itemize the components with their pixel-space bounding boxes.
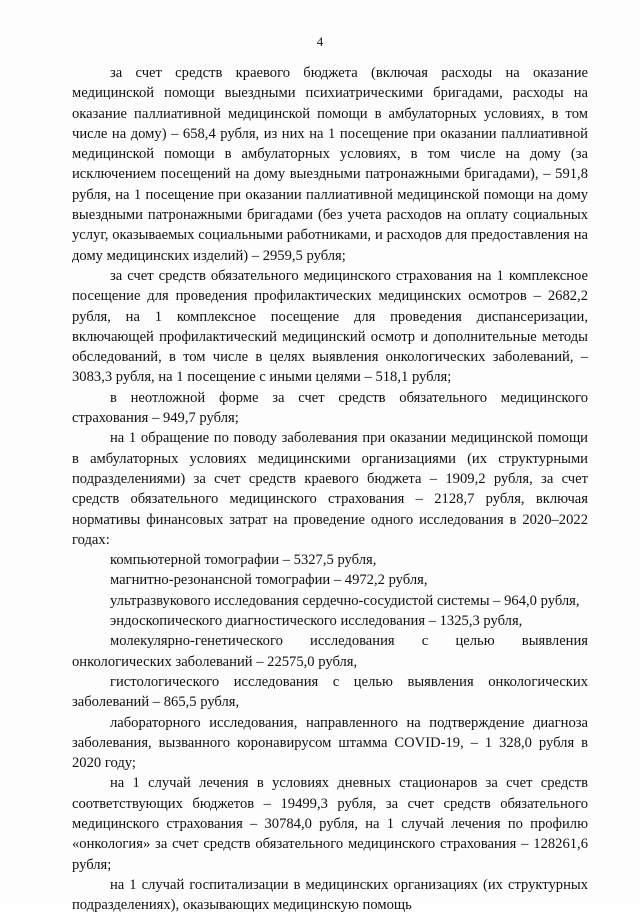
list-item-histology: гистологического исследования с целью выявления онкологических заболеваний – 865,5 рубля, <box>72 673 588 711</box>
list-item-ct: компьютерной томографии – 5327,5 рубля, <box>110 552 377 569</box>
paragraph-urgent-care: в неотложной форме за счет средств обязательного медицинского страхования – 949,7 рубля; <box>72 389 588 427</box>
paragraph-disease-appeal: на 1 обращение по поводу заболевания при оказании медицинской помощи в амбулаторных условиях медицинскими организациями (их структурными подразделениями) за счет средств краевого бюджета – 1909,2 рубля, за счет средств обязательного медицинского страхования – 2128,7 рубля, включая нормативы финансовых затрат на проведение одного исследования в 2020–2022 годах: <box>72 430 588 548</box>
list-item-covid-lab: лабораторного исследования, направленного на подтверждение диагноза заболевания, вызванного коронавирусом штамма COVID-19, – 1 328,0 рубля в 2020 году; <box>72 714 588 772</box>
paragraph-oms-preventive-visits: за счет средств обязательного медицинского страхования на 1 комплексное посещение для проведения профилактических медицинских осмотров – 2682,2 рубля, на 1 комплексное посещение для проведения диспансеризации, включающей профилактический медицинский осмотр и дополнительные методы обследований, в том числе в целях выявления онкологических заболеваний, – 3083,3 рубля, на 1 посещение с иными целями – 518,1 рубля; <box>72 267 588 386</box>
list-item-ultrasound: ультразвукового исследования сердечно-сосудистой системы – 964,0 рубля, <box>110 592 580 609</box>
paragraph-hospitalization: на 1 случай госпитализации в медицинских организациях (их структурных подразделениях), оказывающих медицинскую помощь <box>72 876 588 914</box>
paragraph-day-hospital: на 1 случай лечения в условиях дневных стационаров за счет средств соответствующих бюджетов – 19499,3 рубля, за счет средств обязательного медицинского страхования – 30784,0 рубля, на 1 случай лечения по профилю «онкология» за счет средств обязательного медицинского страхования – 128261,6 рубля; <box>72 775 588 873</box>
page-number: 4 <box>316 34 324 49</box>
list-item-endoscopy: эндоскопического диагностического исследования – 1325,3 рубля, <box>110 613 523 630</box>
list-item-molecular-genetic: молекулярно-генетического исследования с целью выявления онкологических заболеваний – 22575,0 рубля, <box>72 633 588 670</box>
document-body <box>72 63 588 915</box>
list-item-mri: магнитно-резонансной томографии – 4972,2 рубля, <box>110 572 428 589</box>
paragraph-regional-budget-visits: за счет средств краевого бюджета (включая расходы на оказание медицинской помощи выездными психиатрическими бригадами, расходы на оказание паллиативной медицинской помощи в амбулаторных условиях, в том числе на дому) – 658,4 рубля, из них на 1 посещение при оказании паллиативной медицинской помощи в амбулаторных условиях, в том числе на дому (за исключением посещений на дому выездными патронажными бригадами), – 591,8 рубля, на 1 посещение при оказании паллиативной медицинской помощи на дому выездными патронажными бригадами (без учета расходов на оплату социальных услуг, оказываемых социальными работниками, и расходов для предоставления на дому медицинских изделий) – 2959,5 рубля; <box>72 65 588 264</box>
